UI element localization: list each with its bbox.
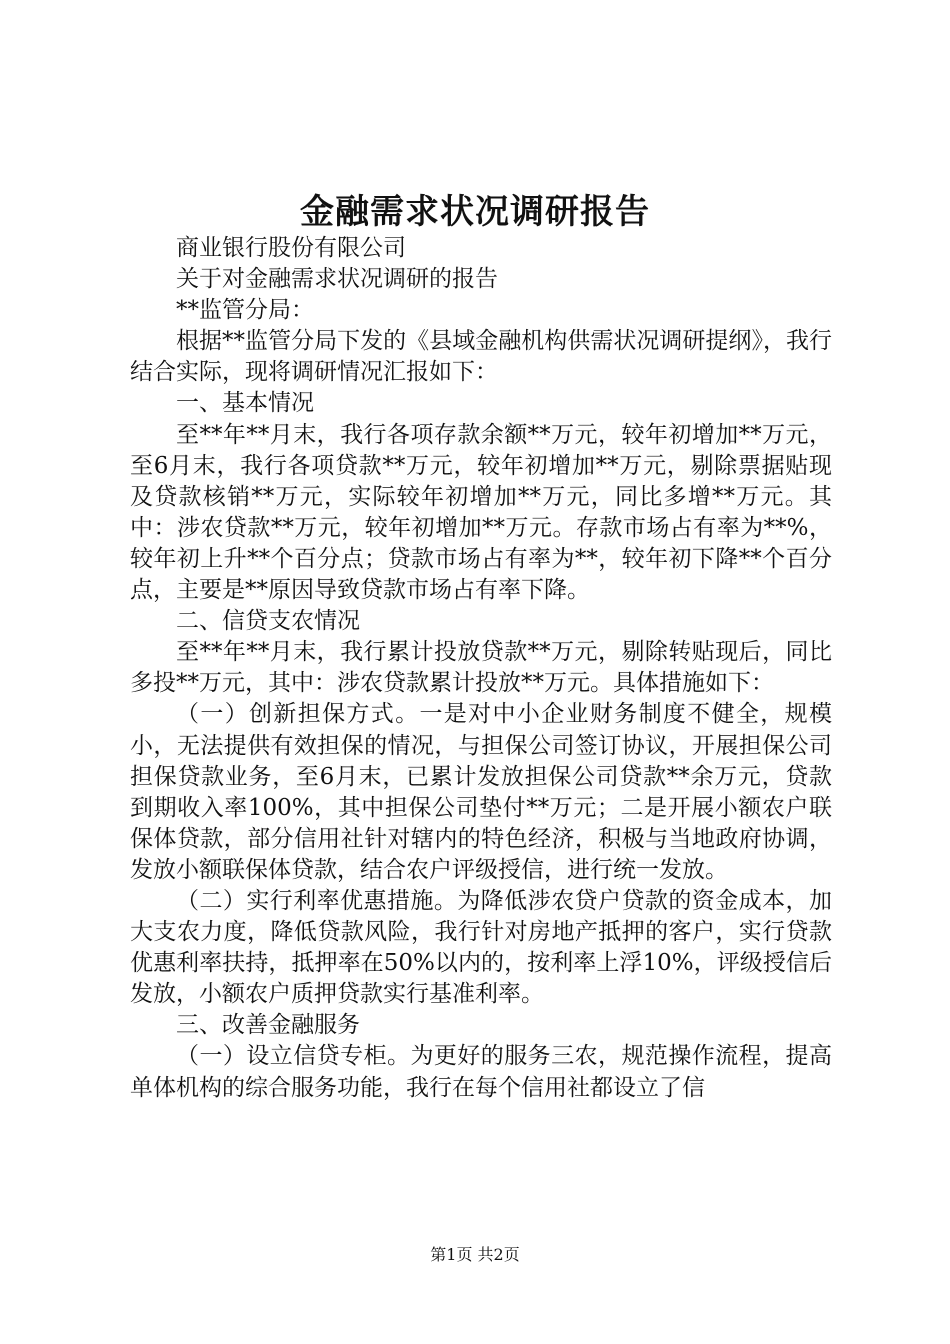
paragraph-service: （一）设立信贷专柜。为更好的服务三农，规范操作流程，提高单体机构的综合服务功能，我行在每个信用社都设立了信 xyxy=(130,1043,832,1101)
section-heading-credit: 二、信贷支农情况 xyxy=(176,608,360,635)
paragraph-report-name: 关于对金融需求状况调研的报告 xyxy=(176,266,498,293)
section-heading-basic: 一、基本情况 xyxy=(176,390,314,417)
paragraph-guarantee: （一）创新担保方式。一是对中小企业财务制度不健全，规模小，无法提供有效担保的情况，与担保公司签订协议，开展担保公司担保贷款业务，至6月末，已累计发放担保公司贷款**余万元，贷款到期收入率100%，其中担保公司垫付**万元；二是开展小额农户联保体贷款，部分信用社针对辖内的特色经济，积极与当地政府协调，发放小额联保体贷款，结合农户评级授信，进行统一发放。 xyxy=(130,701,832,883)
paragraph-basic: 至**年**月末，我行各项存款余额**万元，较年初增加**万元，至6月末，我行各项贷款**万元，较年初增加**万元，剔除票据贴现及贷款核销**万元，实际较年初增加**万元，同比多增**万元。其中：涉农贷款**万元，较年初增加**万元。存款市场占有率为**%，较年初上升**个百分点；贷款市场占有率为**，较年初下降**个百分点，主要是**原因导致贷款市场占有率下降。 xyxy=(130,421,832,604)
paragraph-interest: （二）实行利率优惠措施。为降低涉农贷户贷款的资金成本，加大支农力度，降低贷款风险，我行针对房地产抵押的客户，实行贷款优惠利率扶持，抵押率在50%以内的，按利率上浮10%，评级授信后发放，小额农户质押贷款实行基准利率。 xyxy=(130,887,832,1008)
paragraph-credit: 至**年**月末，我行累计投放贷款**万元，剔除转贴现后，同比多投**万元，其中：涉农贷款累计投放**万元。具体措施如下： xyxy=(130,639,832,697)
paragraph-company: 商业银行股份有限公司 xyxy=(176,235,406,261)
section-heading-service: 三、改善金融服务 xyxy=(176,1012,360,1039)
paragraph-intro: 根据**监管分局下发的《县域金融机构供需状况调研提纲》，我行结合实际，现将调研情况汇报如下： xyxy=(130,328,832,386)
document-title: 金融需求状况调研报告 xyxy=(300,192,650,232)
page-footer: 第1页 共2页 xyxy=(430,1245,520,1264)
paragraph-addressee: **监管分局： xyxy=(176,297,314,324)
document-body xyxy=(130,233,832,1104)
